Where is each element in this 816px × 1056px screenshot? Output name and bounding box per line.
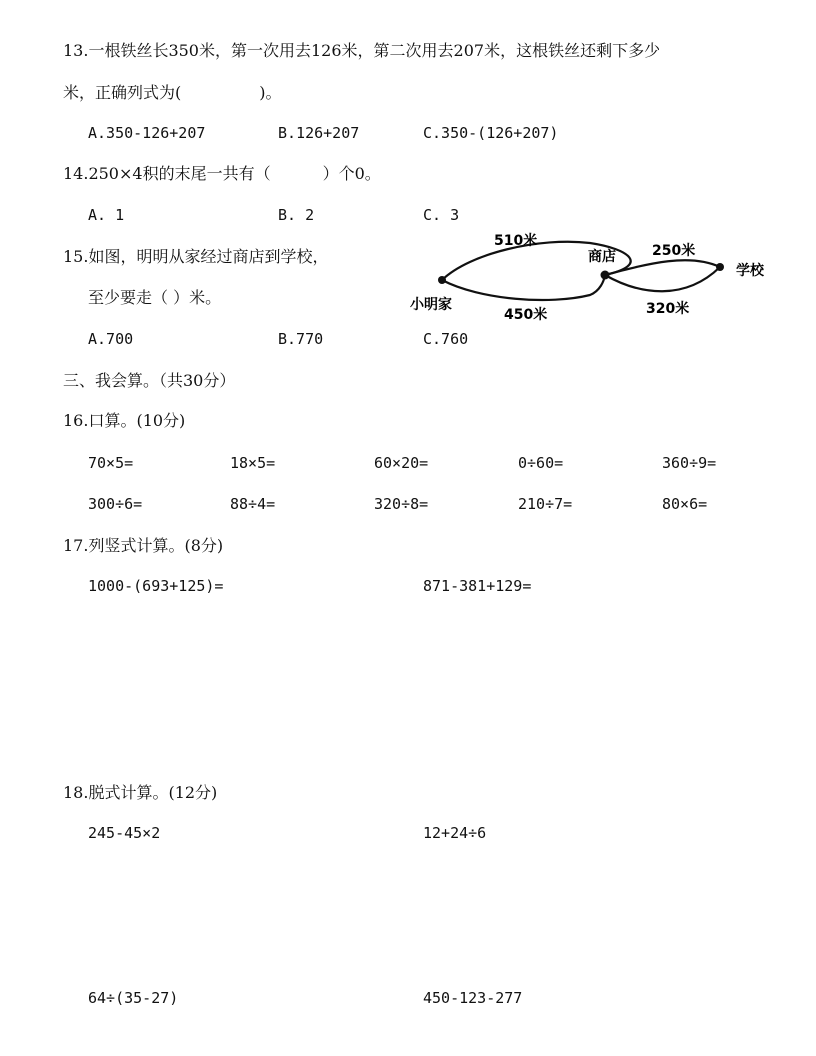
q15-option-c[interactable]: C.760 bbox=[423, 330, 469, 348]
step-calc-item: 245-45×2 bbox=[88, 824, 161, 842]
step-calc-item: 12+24÷6 bbox=[423, 824, 487, 842]
question-15-line2: 至少要走（ ）米。 bbox=[88, 288, 222, 307]
question-15-line1: 15.如图，明明从家经过商店到学校， bbox=[63, 247, 329, 266]
shop-label: 商店 bbox=[588, 249, 616, 265]
q13-option-a[interactable]: A.350-126+207 bbox=[88, 124, 206, 142]
school-label: 学校 bbox=[736, 263, 764, 279]
section-heading: 三、我会算。（共30分） bbox=[63, 371, 236, 390]
oral-calc-item: 300÷6= bbox=[88, 495, 143, 513]
question-14-line bbox=[63, 163, 381, 185]
oral-calc-item: 70×5= bbox=[88, 454, 134, 472]
route-diagram bbox=[400, 225, 790, 325]
oral-calc-item: 88÷4= bbox=[230, 495, 276, 513]
oral-calc-item: 210÷7= bbox=[518, 495, 573, 513]
question-16-title: 16.口算。(10分) bbox=[63, 411, 186, 430]
distance-upper-left: 510米 bbox=[494, 233, 538, 249]
vertical-calc-item: 871-381+129= bbox=[423, 577, 532, 595]
q15-option-a[interactable]: A.700 bbox=[88, 330, 134, 348]
q14-option-c[interactable]: C. 3 bbox=[423, 206, 460, 224]
step-calc-item: 64÷(35-27) bbox=[88, 989, 179, 1007]
home-dot bbox=[438, 276, 446, 284]
q13-option-c[interactable]: C.350-(126+207) bbox=[423, 124, 559, 142]
oral-calc-item: 80×6= bbox=[662, 495, 708, 513]
distance-lower-left: 450米 bbox=[504, 307, 548, 323]
question-18-title: 18.脱式计算。(12分) bbox=[63, 783, 218, 802]
question-13-suffix: )。 bbox=[259, 83, 282, 102]
oral-calc-item: 0÷60= bbox=[518, 454, 564, 472]
question-14-suffix: ）个0。 bbox=[322, 164, 381, 183]
oral-calc-item: 320÷8= bbox=[374, 495, 429, 513]
question-13-prefix: 米，正确列式为( bbox=[63, 83, 182, 102]
q13-option-b[interactable]: B.126+207 bbox=[278, 124, 360, 142]
route-home-shop-lower bbox=[442, 275, 605, 300]
route-shop-school-upper bbox=[605, 260, 720, 275]
home-label: 小明家 bbox=[410, 297, 452, 313]
vertical-calc-item: 1000-(693+125)= bbox=[88, 577, 224, 595]
oral-calc-item: 18×5= bbox=[230, 454, 276, 472]
question-14-prefix: 14.250×4积的末尾一共有（ bbox=[63, 164, 271, 183]
distance-lower-right: 320米 bbox=[646, 301, 690, 317]
shop-dot bbox=[601, 271, 610, 280]
question-13-line1: 13.一根铁丝长350米，第一次用去126米，第二次用去207米，这根铁丝还剩下多少 bbox=[63, 41, 661, 60]
school-dot bbox=[716, 263, 724, 271]
question-17-title: 17.列竖式计算。(8分) bbox=[63, 536, 224, 555]
question-13-line2 bbox=[63, 82, 282, 104]
oral-calc-item: 360÷9= bbox=[662, 454, 717, 472]
q15-option-b[interactable]: B.770 bbox=[278, 330, 324, 348]
distance-upper-right: 250米 bbox=[652, 243, 696, 259]
step-calc-item: 450-123-277 bbox=[423, 989, 523, 1007]
q14-option-a[interactable]: A. 1 bbox=[88, 206, 125, 224]
oral-calc-item: 60×20= bbox=[374, 454, 429, 472]
q14-option-b[interactable]: B. 2 bbox=[278, 206, 315, 224]
